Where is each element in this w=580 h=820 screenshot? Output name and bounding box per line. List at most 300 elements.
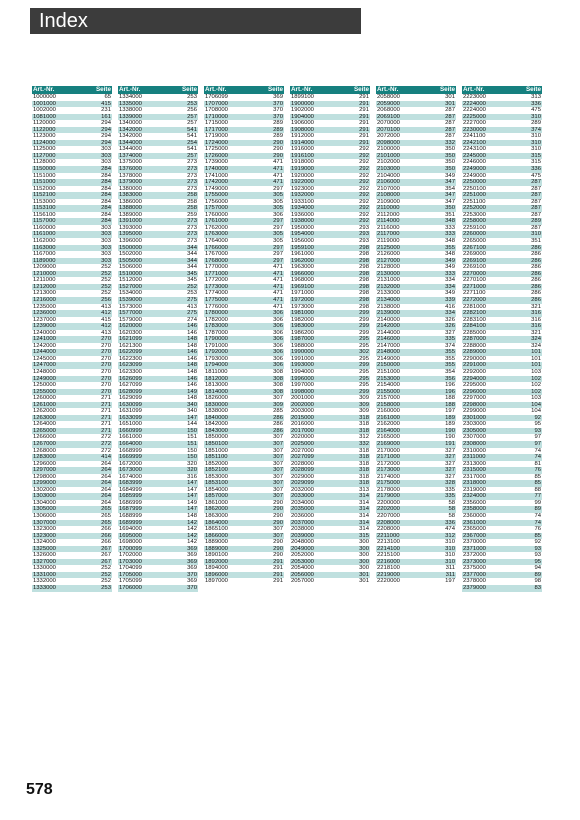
page-reference: 416 (445, 303, 455, 310)
page-reference: 327 (445, 329, 455, 336)
page-reference: 273 (158, 166, 198, 173)
page-reference: 355 (445, 355, 455, 362)
article-number: 1235000 (33, 303, 56, 310)
article-number: 1956000 (291, 238, 314, 245)
page-reference: 307 (244, 454, 284, 461)
article-number: 1342000 (119, 133, 142, 140)
article-number: 2290000 (463, 355, 486, 362)
page-reference: 266 (101, 526, 111, 533)
article-number: 1502000 (119, 251, 142, 258)
page-reference: 287 (502, 205, 542, 212)
page-reference: 284 (72, 166, 112, 173)
article-number: 1621099 (118, 336, 158, 343)
page-reference: 471 (273, 303, 283, 310)
column-header-article: Art.-Nr. (290, 86, 330, 94)
page-reference: 315 (330, 533, 370, 540)
article-number: 2242100 (462, 140, 502, 147)
article-number: 1920000 (291, 172, 314, 179)
article-number: 1379000 (118, 179, 158, 186)
article-number: 2001000 (291, 395, 314, 402)
page-reference: 150 (158, 454, 198, 461)
page-reference: 284 (101, 211, 111, 218)
page-reference: 324 (531, 342, 541, 349)
article-number: 1864000 (204, 520, 244, 527)
article-number: 1861000 (205, 499, 228, 506)
article-number: 1896000 (204, 572, 244, 579)
article-number: 1395000 (118, 231, 158, 238)
article-number: 1333000 (32, 585, 72, 592)
article-number: 1771000 (204, 271, 244, 278)
page-reference: 148 (187, 342, 197, 349)
page-reference: 315 (531, 159, 541, 166)
article-number: 1996000 (290, 376, 330, 383)
page-reference: 150 (158, 428, 198, 435)
article-number: 1791000 (205, 342, 228, 349)
article-number: 1838000 (205, 408, 228, 415)
article-number: 2271000 (462, 284, 502, 291)
article-number: 2301000 (462, 415, 502, 422)
article-number: 1790000 (204, 336, 244, 343)
page-reference: 310 (502, 231, 542, 238)
article-number: 1161000 (32, 231, 72, 238)
page-reference: 306 (273, 329, 283, 336)
article-number: 2102000 (377, 159, 400, 166)
page-reference: 102 (502, 389, 542, 396)
page-reference: 299 (330, 362, 370, 369)
article-number: 2157000 (377, 395, 400, 402)
article-number: 2214100 (376, 546, 416, 553)
article-number: 2251000 (462, 192, 502, 199)
article-number: 2291000 (462, 362, 502, 369)
article-number: 2148000 (376, 349, 416, 356)
article-number: 1210000 (32, 271, 72, 278)
article-number: 2144000 (377, 329, 400, 336)
page-reference: 306 (273, 211, 283, 218)
article-number: 2154000 (377, 382, 400, 389)
article-number: 1261000 (32, 402, 72, 409)
article-number: 2295000 (463, 382, 486, 389)
article-number: 2027000 (291, 447, 314, 454)
article-number: 2016000 (291, 421, 314, 428)
page-reference: 92 (502, 415, 542, 422)
article-number: 1265000 (32, 428, 72, 435)
article-number: 2208000 (377, 526, 400, 533)
page-reference: 298 (359, 290, 369, 297)
article-number: 1375000 (119, 159, 142, 166)
article-number: 1897000 (205, 578, 228, 585)
article-number: 1892000 (204, 559, 244, 566)
article-number: 2002000 (290, 402, 330, 409)
article-number: 1922000 (290, 179, 330, 186)
page-reference: 350 (445, 159, 455, 166)
page-reference: 196 (445, 382, 455, 389)
page-reference: 286 (502, 271, 542, 278)
page-reference: 287 (531, 224, 541, 231)
article-number: 2272000 (462, 297, 502, 304)
article-number: 1383000 (118, 192, 158, 199)
page-reference: 146 (158, 323, 198, 330)
page-reference: 150 (187, 447, 197, 454)
article-number: 1622300 (119, 355, 142, 362)
page-reference: 305 (273, 198, 283, 205)
article-number: 2132000 (376, 284, 416, 291)
article-number: 2161000 (376, 415, 416, 422)
article-number: 2015000 (290, 415, 330, 422)
article-number: 2317000 (463, 473, 486, 480)
page-reference: 274 (187, 316, 197, 323)
article-number: 1954000 (290, 231, 330, 238)
article-number: 1325000 (32, 546, 72, 553)
page-reference: 88 (534, 486, 541, 493)
article-number: 1773000 (204, 284, 244, 291)
page-reference: 258 (158, 205, 198, 212)
article-number: 1742000 (204, 179, 244, 186)
article-number: 1323000 (32, 533, 72, 540)
page-reference: 413 (187, 303, 197, 310)
page-reference: 290 (244, 153, 284, 160)
article-number: 2125000 (376, 245, 416, 252)
page-reference: 93 (534, 552, 541, 559)
article-number: 1990000 (290, 349, 330, 356)
article-number: 1919000 (290, 166, 330, 173)
article-number: 2170000 (377, 447, 400, 454)
article-number: 1306000 (33, 513, 56, 519)
article-number: 2372000 (463, 552, 486, 559)
page-reference: 299 (330, 310, 370, 317)
page-reference: 306 (273, 316, 283, 323)
page-reference: 311 (416, 572, 456, 579)
page-reference: 349 (445, 264, 455, 271)
page-reference: 294 (72, 140, 112, 147)
page-reference: 284 (101, 172, 111, 179)
article-number: 1579000 (119, 316, 142, 323)
article-number: 1982000 (291, 316, 314, 323)
page-reference: 273 (158, 218, 198, 225)
page-reference: 77 (502, 493, 542, 500)
article-number: 1153000 (33, 198, 56, 205)
page-reference: 284 (72, 218, 112, 225)
page-reference: 313 (359, 486, 369, 493)
article-number: 2110000 (376, 205, 416, 212)
article-number: 1534000 (119, 290, 142, 297)
column-header-article: Art.-Nr. (462, 86, 502, 94)
article-number: 1237000 (33, 316, 56, 323)
article-number: 2070100 (376, 127, 416, 134)
article-number: 1262000 (33, 408, 56, 415)
page-reference: 291 (330, 114, 370, 121)
article-number: 2126000 (377, 251, 400, 258)
article-number: 1830000 (204, 402, 244, 409)
article-number: 2365000 (463, 526, 486, 533)
page-reference: 316 (531, 316, 541, 323)
page-reference: 293 (359, 224, 369, 231)
page-reference: 318 (330, 454, 370, 461)
page-reference: 252 (101, 565, 111, 572)
page-reference: 413 (101, 329, 111, 336)
page-reference: 270 (101, 355, 111, 362)
article-number: 1761000 (204, 218, 244, 225)
article-number: 1626099 (118, 376, 158, 383)
article-number: 2049000 (290, 546, 330, 553)
page-reference: 291 (244, 572, 284, 579)
article-number: 1715000 (205, 120, 228, 127)
page-reference: 310 (445, 539, 455, 546)
page-reference: 297 (273, 224, 283, 231)
page-reference: 270 (101, 382, 111, 389)
table-row (462, 585, 542, 592)
page-reference: 303 (72, 258, 112, 265)
article-number: 2169000 (376, 441, 416, 448)
page-reference: 85 (502, 480, 542, 487)
page-reference: 190 (416, 428, 456, 435)
article-number: 1342000 (118, 127, 158, 134)
article-number: 1324000 (33, 539, 56, 546)
page-reference: 471 (273, 264, 283, 271)
column-header-article: Art.-Nr. (376, 86, 416, 94)
article-number: 2216000 (376, 559, 416, 566)
page-reference: 298 (359, 264, 369, 271)
article-number: 1242000 (33, 342, 56, 349)
page-reference: 474 (445, 526, 455, 533)
page-reference: 305 (244, 231, 284, 238)
article-number: 1244000 (32, 349, 72, 356)
article-number: 2032000 (291, 486, 314, 493)
page-reference: 284 (72, 205, 112, 212)
article-number: 1966000 (290, 271, 330, 278)
article-number: 2028000 (291, 460, 314, 467)
page-reference: 264 (72, 480, 112, 487)
article-number: 2130000 (376, 271, 416, 278)
page-reference: 267 (101, 552, 111, 559)
page-reference: 295 (359, 368, 369, 375)
page-reference: 253 (187, 290, 197, 297)
page-reference: 347 (416, 192, 456, 199)
page-reference: 270 (72, 336, 112, 343)
article-number: 2112000 (377, 211, 400, 218)
article-number: 2175000 (376, 480, 416, 487)
table-header-row (376, 86, 456, 94)
page-reference: 356 (416, 376, 456, 383)
page-reference: 471 (273, 277, 283, 284)
page-reference: 147 (158, 480, 198, 487)
page-reference: 369 (187, 578, 197, 585)
article-number: 1694000 (119, 526, 142, 533)
page-reference: 328 (416, 480, 456, 487)
article-number: 2313000 (463, 460, 486, 467)
article-number: 1160000 (33, 224, 56, 231)
page-reference: 541 (187, 133, 197, 140)
article-number: 1863000 (205, 513, 228, 519)
page-reference: 292 (330, 205, 370, 212)
article-number: 1812000 (204, 376, 244, 383)
article-number: 1706099 (205, 94, 228, 100)
article-number: 2308000 (462, 441, 502, 448)
article-number: 1263000 (32, 415, 72, 422)
article-number: 2069100 (376, 114, 416, 121)
page-reference: 309 (359, 395, 369, 402)
article-number: 2138000 (377, 303, 400, 310)
page-reference: 415 (101, 316, 111, 323)
article-number: 1764000 (205, 238, 228, 245)
article-number: 2179000 (376, 493, 416, 500)
page-reference: 334 (445, 277, 455, 284)
page-reference: 273 (158, 179, 198, 186)
article-number: 2371000 (462, 546, 502, 553)
article-number: 1151000 (32, 179, 72, 186)
page-reference: 340 (158, 402, 198, 409)
page-reference: 81 (534, 460, 541, 467)
article-number: 2173000 (376, 467, 416, 474)
article-number: 2230000 (462, 127, 502, 134)
article-number: 1674000 (119, 473, 142, 480)
article-number: 1889000 (204, 546, 244, 553)
page-reference: 374 (445, 342, 455, 349)
page-reference: 298 (330, 245, 370, 252)
article-number: 1850100 (204, 441, 244, 448)
page-reference: 291 (359, 107, 369, 114)
page-reference: 374 (502, 127, 542, 134)
article-number: 2260000 (462, 231, 502, 238)
page-reference: 303 (101, 224, 111, 231)
article-number: 1344000 (118, 140, 158, 147)
column-header-page: Seite (416, 86, 456, 94)
article-number: 2356000 (463, 499, 486, 506)
article-number: 1283000 (32, 454, 72, 461)
page-reference: 147 (187, 486, 197, 493)
article-number: 2213100 (377, 539, 400, 546)
article-number: 1374000 (118, 153, 158, 160)
page-reference: 308 (244, 389, 284, 396)
article-number: 1972000 (290, 297, 330, 304)
page-reference: 188 (416, 402, 456, 409)
page-reference: 191 (416, 441, 456, 448)
article-number: 1850000 (205, 434, 228, 441)
page-reference: 303 (72, 245, 112, 252)
page-reference: 76 (502, 467, 542, 474)
index-table (376, 86, 456, 585)
page-reference: 147 (158, 493, 198, 500)
article-number: 2056000 (290, 572, 330, 579)
page-reference: 344 (187, 251, 197, 258)
page-reference: 303 (101, 238, 111, 245)
page-reference: 95 (502, 559, 542, 566)
page-reference: 471 (273, 159, 283, 166)
page-reference: 93 (502, 428, 542, 435)
article-number: 1740000 (204, 166, 244, 173)
page-reference: 327 (445, 447, 455, 454)
page-reference: 151 (158, 441, 198, 448)
page-reference: 471 (244, 166, 284, 173)
page-reference: 286 (531, 251, 541, 258)
page-reference: 334 (416, 284, 456, 291)
page-reference: 290 (273, 146, 283, 153)
page-reference: 270 (72, 349, 112, 356)
page-reference: 289 (273, 133, 283, 140)
article-number: 1851100 (204, 454, 244, 461)
page-reference: 344 (158, 258, 198, 265)
page-reference: 307 (244, 441, 284, 448)
article-number: 2318000 (462, 480, 502, 487)
page-reference: 265 (101, 513, 111, 519)
page-reference: 286 (531, 290, 541, 297)
page-reference: 270 (101, 342, 111, 349)
index-table (462, 86, 542, 592)
column-header-page: Seite (158, 86, 198, 94)
table-header-row (462, 86, 542, 94)
page-reference: 316 (502, 323, 542, 330)
page-reference: 291 (244, 559, 284, 566)
article-number: 2227000 (463, 120, 486, 127)
article-number: 1344000 (119, 146, 142, 153)
article-number: 1894000 (205, 565, 228, 572)
page-reference: 273 (158, 231, 198, 238)
article-number: 2164000 (376, 428, 416, 435)
page-reference: 471 (244, 179, 284, 186)
article-number: 1264000 (33, 421, 56, 428)
page-reference: 303 (101, 159, 111, 166)
page-reference: 286 (502, 297, 542, 304)
page-reference: 253 (187, 94, 197, 100)
page-reference: 293 (330, 231, 370, 238)
page-reference: 369 (273, 94, 283, 100)
article-number: 1163000 (32, 245, 72, 252)
article-number: 2027099 (290, 454, 330, 461)
article-number: 2117000 (376, 231, 416, 238)
column-header-article: Art.-Nr. (118, 86, 158, 94)
page-reference: 289 (502, 218, 542, 225)
page-reference: 65 (104, 94, 111, 100)
article-number: 1987000 (290, 336, 330, 343)
page-reference: 306 (273, 355, 283, 362)
article-number: 2048000 (291, 539, 314, 546)
page-reference: 252 (158, 284, 198, 291)
article-number: 1724000 (204, 140, 244, 147)
article-number: 1770000 (205, 264, 228, 271)
page-reference: 308 (273, 382, 283, 389)
page-reference: 298 (330, 271, 370, 278)
article-number: 2219000 (376, 572, 416, 579)
article-number: 2223000 (463, 94, 486, 100)
page-reference: 146 (187, 329, 197, 336)
page-reference: 340 (187, 408, 197, 415)
page-reference: 286 (531, 264, 541, 271)
article-number: 1826000 (205, 395, 228, 402)
page-reference: 287 (531, 211, 541, 218)
article-number: 1710000 (204, 114, 244, 121)
article-number: 2101000 (376, 153, 416, 160)
article-number: 1899100 (291, 94, 314, 100)
article-number: 2174000 (377, 473, 400, 480)
article-number: 1153100 (32, 205, 72, 212)
page-reference: 94 (534, 565, 541, 572)
page-reference: 306 (244, 310, 284, 317)
article-number: 2250100 (463, 185, 486, 192)
index-header-bar (30, 8, 361, 34)
page-reference: 289 (273, 120, 283, 127)
article-number: 1914000 (290, 140, 330, 147)
article-number: 2020000 (291, 434, 314, 441)
page-reference: 147 (158, 506, 198, 513)
article-number: 2171000 (376, 454, 416, 461)
article-number: 2072000 (377, 133, 400, 140)
page-reference: 541 (158, 127, 198, 134)
article-number: 1167000 (33, 251, 56, 258)
page-reference: 102 (502, 376, 542, 383)
page-reference: 267 (72, 546, 112, 553)
article-number: 1125000 (33, 146, 56, 153)
article-number: 1792000 (204, 349, 244, 356)
article-number: 1851000 (205, 447, 228, 454)
